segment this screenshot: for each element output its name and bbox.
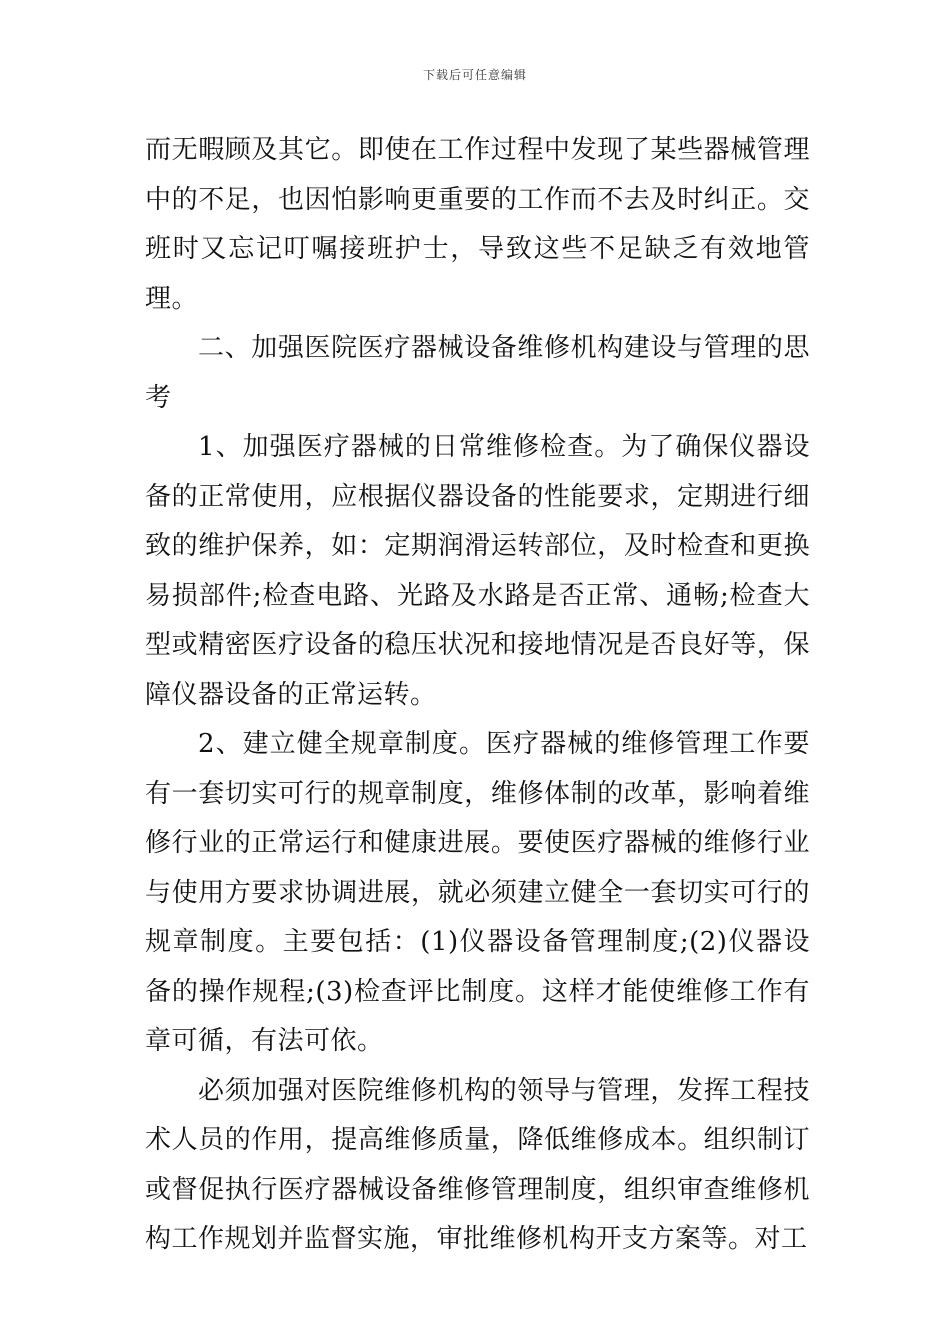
paragraph-continuation: 而无暇顾及其它。即使在工作过程中发现了某些器械管理中的不足，也因怕影响更重要的工作而不去及时纠正。交班时又忘记叮嘱接班护士，导致这些不足缺乏有效地管理。 [145,135,810,314]
paragraph-point-2: 2、建立健全规章制度。医疗器械的维修管理工作要有一套切实可行的规章制度，维修体制的改革，影响着维修行业的正常运行和健康进展。要使医疗器械的维修行业与使用方要求协调进展，就必须建立健全一套切实可行的规章制度。主要包括：(1)仪器设备管理制度;(2)仪器设备的操作规程;(3)检查评比制度。这样才能使维修工作有章可循，有法可依。 [145,729,810,1056]
document-body [145,126,810,1265]
header-note: 下载后可任意编辑 [422,68,527,82]
paragraph-leadership: 必须加强对医院维修机构的领导与管理，发挥工程技术人员的作用，提高维修质量，降低维修成本。组织制订或督促执行医疗器械设备维修管理制度，组织审查维修机构工作规划并监督实施，审批维修机构开支方案等。对工 [145,1075,810,1254]
paragraph-point-1: 1、加强医疗器械的日常维修检查。为了确保仪器设备的正常使用，应根据仪器设备的性能要求，定期进行细致的维护保养，如：定期润滑运转部位，及时检查和更换易损部件;检查电路、光路及水路是否正常、通畅;检查大型或精密医疗设备的稳压状况和接地情况是否良好等，保障仪器设备的正常运转。 [145,432,810,710]
section-heading: 二、加强医院医疗器械设备维修机构建设与管理的思考 [145,333,810,413]
